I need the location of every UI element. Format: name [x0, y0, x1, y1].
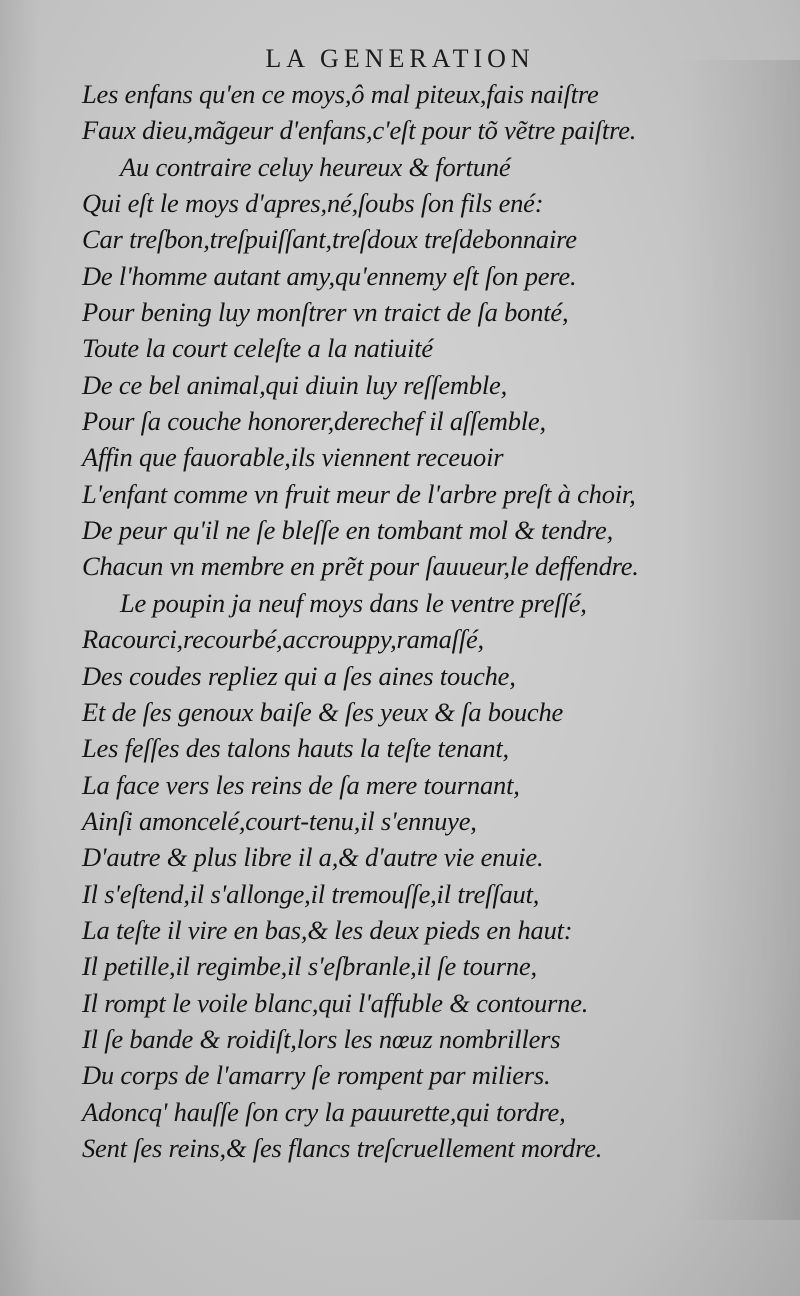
verse-line: Adoncq' hauſſe ſon cry la pauurette,qui tordre,: [82, 1096, 566, 1127]
verse-line: Qui eſt le moys d'apres,né,ſoubs ſon fils ené:: [82, 188, 544, 219]
verse-line: Toute la court celeſte a la natiuité: [82, 333, 433, 364]
verse-line: La teſte il vire en bas,& les deux pieds en haut:: [82, 914, 573, 945]
verse-line: Il s'eſtend,il s'allonge,il tremouſſe,il treſſaut,: [82, 878, 540, 909]
verse-line: Il petille,il regimbe,il s'eſbranle,il ſe tourne,: [82, 951, 537, 982]
verse-line: Sent ſes reins,& ſes flancs treſcruellement mordre.: [82, 1132, 603, 1163]
verse-line: Du corps de l'amarry ſe rompent par miliers.: [82, 1060, 551, 1091]
verse-line: Affin que fauorable,ils viennent receuoir: [82, 442, 504, 473]
poem-text: [82, 76, 762, 1166]
verse-line: Chacun vn membre en prẽt pour ſauueur,le deffendre.: [82, 551, 639, 582]
verse-line: Pour bening luy monſtrer vn traict de ſa bonté,: [82, 297, 569, 328]
verse-line: De peur qu'il ne ſe bleſſe en tombant mol & tendre,: [82, 515, 613, 546]
gutter-shadow: [0, 0, 40, 1296]
verse-line: Faux dieu,mãgeur d'enfans,c'eſt pour tõ vẽtre paiſtre.: [82, 115, 637, 146]
verse-line: Pour ſa couche honorer,derechef il aſſemble,: [82, 406, 546, 437]
verse-line: Au contraire celuy heureux & fortuné: [120, 151, 511, 182]
verse-line: Et de ſes genoux baiſe & ſes yeux & ſa bouche: [82, 696, 564, 727]
running-head: LA GENERATION: [265, 44, 535, 73]
verse-line: Des coudes repliez qui a ſes aines touche,: [82, 660, 516, 691]
verse-line: Les feſſes des talons hauts la teſte tenant,: [82, 733, 509, 764]
verse-line: Les enfans qu'en ce moys,ô mal piteux,fais naiſtre: [82, 79, 599, 109]
verse-line: Ainſi amoncelé,court-tenu,il s'ennuye,: [82, 805, 477, 836]
verse-line: D'autre & plus libre il a,& d'autre vie enuie.: [82, 842, 544, 873]
verse-line: Car treſbon,treſpuiſſant,treſdoux treſdebonnaire: [82, 224, 577, 255]
verse-line: La face vers les reins de ſa mere tournant,: [82, 769, 520, 800]
verse-line: L'enfant comme vn fruit meur de l'arbre preſt à choir,: [82, 478, 636, 509]
verse-line: Il ſe bande & roidiſt,lors les nœuz nombrillers: [82, 1023, 561, 1054]
verse-line: De ce bel animal,qui diuin luy reſſemble,: [82, 369, 508, 400]
verse-line: Le poupin ja neuf moys dans le ventre preſſé,: [120, 587, 587, 618]
verse-line: Racourci,recourbé,accrouppy,ramaſſé,: [82, 624, 484, 655]
verse-line: De l'homme autant amy,qu'ennemy eſt ſon pere.: [82, 260, 577, 291]
verse-line: Il rompt le voile blanc,qui l'affuble & contourne.: [82, 987, 589, 1018]
